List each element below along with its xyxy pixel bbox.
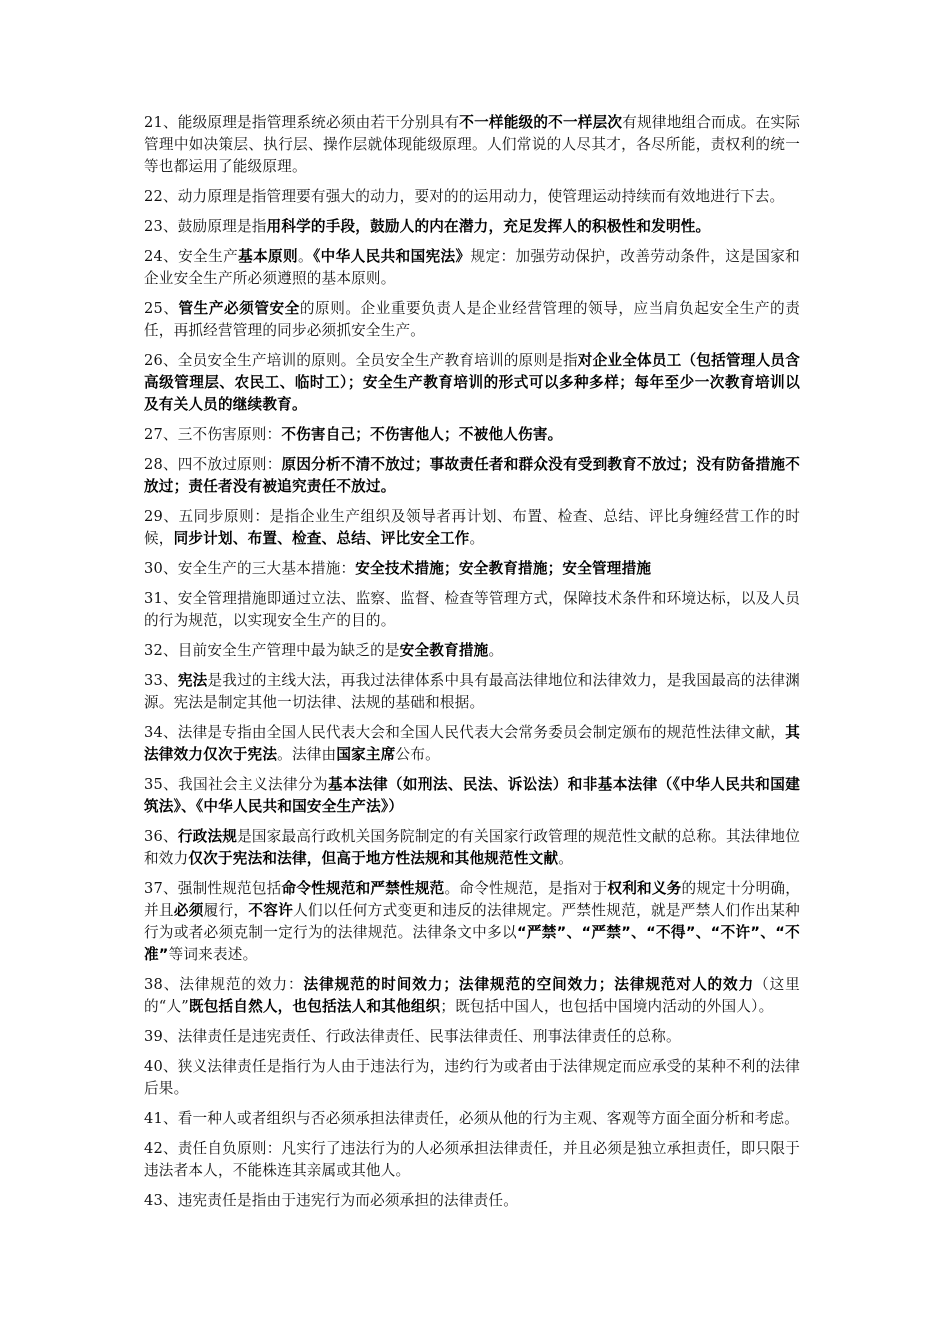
text-run: 34、法律是专指由全国人民代表大会和全国人民代表大会常务委员会制定颁布的规范性法律文献， [144,724,786,741]
text-run: 履行， [203,902,249,919]
text-run: 22、动力原理是指管理要有强大的动力，要对的的运用动力，使管理运动持续而有效地进行下去。 [144,188,785,205]
paragraph-item [144,506,800,550]
text-run: 37、强制性规范包括 [144,880,282,897]
bold-text-run: 国家主席 [336,746,396,763]
paragraph-item [144,774,800,818]
bold-text-run: 法律规范的时间效力；法律规范的空间效力；法律规范对人的效力 [303,976,755,993]
text-run: 有规律地组合而成。在实际管理中如决策层、执行层、操作层就体现能级原理。人们常说的人尽其才，各尽所能，责权利的统一等也都运用了能级原理。 [144,114,801,175]
text-run: 36、 [144,828,178,845]
text-run: 。 [469,530,485,547]
text-run: 等词来表述。 [168,946,258,963]
paragraph-item [144,670,800,714]
paragraph-item [144,722,800,766]
paragraph-item [144,424,800,446]
paragraph-item [144,112,800,178]
paragraph-item [144,974,800,1018]
text-run: 41、看一种人或者组织与否必须承担法律责任，必须从他的行为主观、客观等方面全面分析和考虑。 [144,1110,800,1127]
bold-text-run: 基本原则 [238,248,299,265]
text-run: 27、三不伤害原则： [144,426,282,443]
bold-text-run: 不伤害自己；不伤害他人；不被他人伤害。 [281,426,563,443]
paragraph-item [144,246,800,290]
bold-text-run: 命令性规范和严禁性规范 [281,880,445,897]
text-run: 24、安全生产 [144,248,239,265]
text-run: 42、责任自负原则：凡实行了违法行为的人必须承担法律责任，并且必须是独立承担责任，即只限于违法者本人，不能株连其亲属或其他人。 [144,1140,800,1179]
paragraph-item [144,454,800,498]
text-run: 29、五同步原则：是指企业生产组织及领导者再计划、布置、检查、总结、评比身缠经营工作的时候， [144,508,800,547]
text-run: 26、全员安全生产培训的原则。全员安全生产教育培训的原则是指 [144,352,578,369]
bold-text-run: 宪法 [177,672,208,689]
bold-text-run: “严禁”、“严禁”、“不得”、“不许”、“不准” [144,924,800,963]
bold-text-run: 不容许 [248,902,294,919]
paragraph-item [144,640,800,662]
paragraph-item [144,878,800,966]
text-run: 31、安全管理措施即通过立法、监察、监督、检查等管理方式，保障技术条件和环境达标，以及人员的行为规范，以实现安全生产的目的。 [144,590,800,629]
text-run: 。 [488,642,504,659]
bold-text-run: 同步计划、布置、检查、总结、评比安全工作 [173,530,470,547]
text-run: 是我过的主线大法，再我过法律体系中具有最高法律地位和法律效力，是我国最高的法律渊源。宪法是制定其他一切法律、法规的基础和根据。 [144,672,801,711]
bold-text-run: 用科学的手段，鼓励人的内在潜力，充足发挥人的积极性和发明性。 [266,218,711,235]
bold-text-run: 管生产必须管安全 [178,300,300,317]
text-run: 40、狭义法律责任是指行为人由于违法行为，违约行为或者由于法律规定而应承受的某种不利的法律后果。 [144,1058,800,1097]
text-run: 30、安全生产的三大基本措施： [144,560,356,577]
text-run: 25、 [144,300,179,317]
bold-text-run: 仅次于宪法和法律，但高于地方性法规和其他规范性文献 [188,850,559,867]
paragraph-item [144,1190,800,1212]
paragraph-item [144,558,800,580]
paragraph-item [144,350,800,416]
bold-text-run: 行政法规 [177,828,238,845]
text-run: 。 [558,850,574,867]
text-run: 39、法律责任是违宪责任、行政法律责任、民事法律责任、刑事法律责任的总称。 [144,1028,681,1045]
bold-text-run: 必须 [173,902,204,919]
paragraph-item [144,1026,800,1048]
text-run: 21、能级原理是指管理系统必须由若干分别具有 [144,114,460,131]
text-run: 28、四不放过原则： [144,456,282,473]
bold-text-run: 其法律效力仅次于宪法 [144,724,800,763]
text-run: 。法律由 [277,746,337,763]
text-run: 35、我国社会主义法律分为 [144,776,328,793]
text-run: 。命令性规范，是指对于 [444,880,608,897]
text-run: ；既包括中国人，也包括中国境内活动的外国人）。 [440,998,774,1015]
bold-text-run: 不一样能级的不一样层次 [459,114,623,131]
bold-text-run: 安全教育措施 [399,642,489,659]
text-run: 人们以任何方式变更和违反的法律规定。严禁性规范，就是严禁人们作出某种行为或者必须克制一定行为的法律规范。法律条文中多以 [144,902,800,941]
text-run: 23、鼓励原理是指 [144,218,267,235]
paragraph-item [144,1056,800,1100]
paragraph-item [144,298,800,342]
paragraph-item [144,826,800,870]
paragraph-item [144,216,800,238]
text-run: 33、 [144,672,178,689]
paragraph-item [144,1138,800,1182]
text-run: 的原则。企业重要负责人是企业经营管理的领导，应当肩负起安全生产的责任，再抓经营管理的同步必须抓安全生产。 [144,300,800,339]
text-run: （这里的“人” [144,976,800,1015]
bold-text-run: 权利和义务 [607,880,682,897]
text-run: 32、目前安全生产管理中最为缺乏的是 [144,642,400,659]
paragraph-item [144,588,800,632]
text-run: 是国家最高行政机关国务院制定的有关国家行政管理的规范性文献的总称。其法律地位和效力 [144,828,800,867]
text-run: 。 [298,248,313,265]
document-body [144,112,800,1220]
text-run: 公布。 [395,746,440,763]
bold-text-run: 对企业全体员工（包括管理人员含高级管理层、农民工、临时工）；安全生产教育培训的形式可以多种多样；每年至少一次教育培训以及有关人员的继续教育。 [144,352,800,413]
bold-text-run: 安全技术措施；安全教育措施；安全管理措施 [355,560,652,577]
paragraph-item [144,1108,800,1130]
bold-text-run: 既包括自然人，也包括法人和其他组织 [188,998,441,1015]
bold-text-run: 基本法律（如刑法、民法、诉讼法）和非基本法律（《中华人民共和国建筑法》、《中华人民共和国安全生产法》） [144,776,801,815]
text-run: 38、法律规范的效力： [144,976,304,993]
text-run: 规定：加强劳动保护，改善劳动条件，这是国家和企业安全生产所必须遵照的基本原则。 [144,248,800,287]
text-run: 43、违宪责任是指由于违宪行为而必须承担的法律责任。 [144,1192,519,1209]
bold-text-run: 《中华人民共和国宪法》 [313,248,471,265]
bold-text-run: 原因分析不清不放过；事故责任者和群众没有受到教育不放过；没有防备措施不放过；责任者没有被追究责任不放过。 [144,456,800,495]
text-run: 的规定十分明确，并且 [144,880,800,919]
paragraph-item [144,186,800,208]
